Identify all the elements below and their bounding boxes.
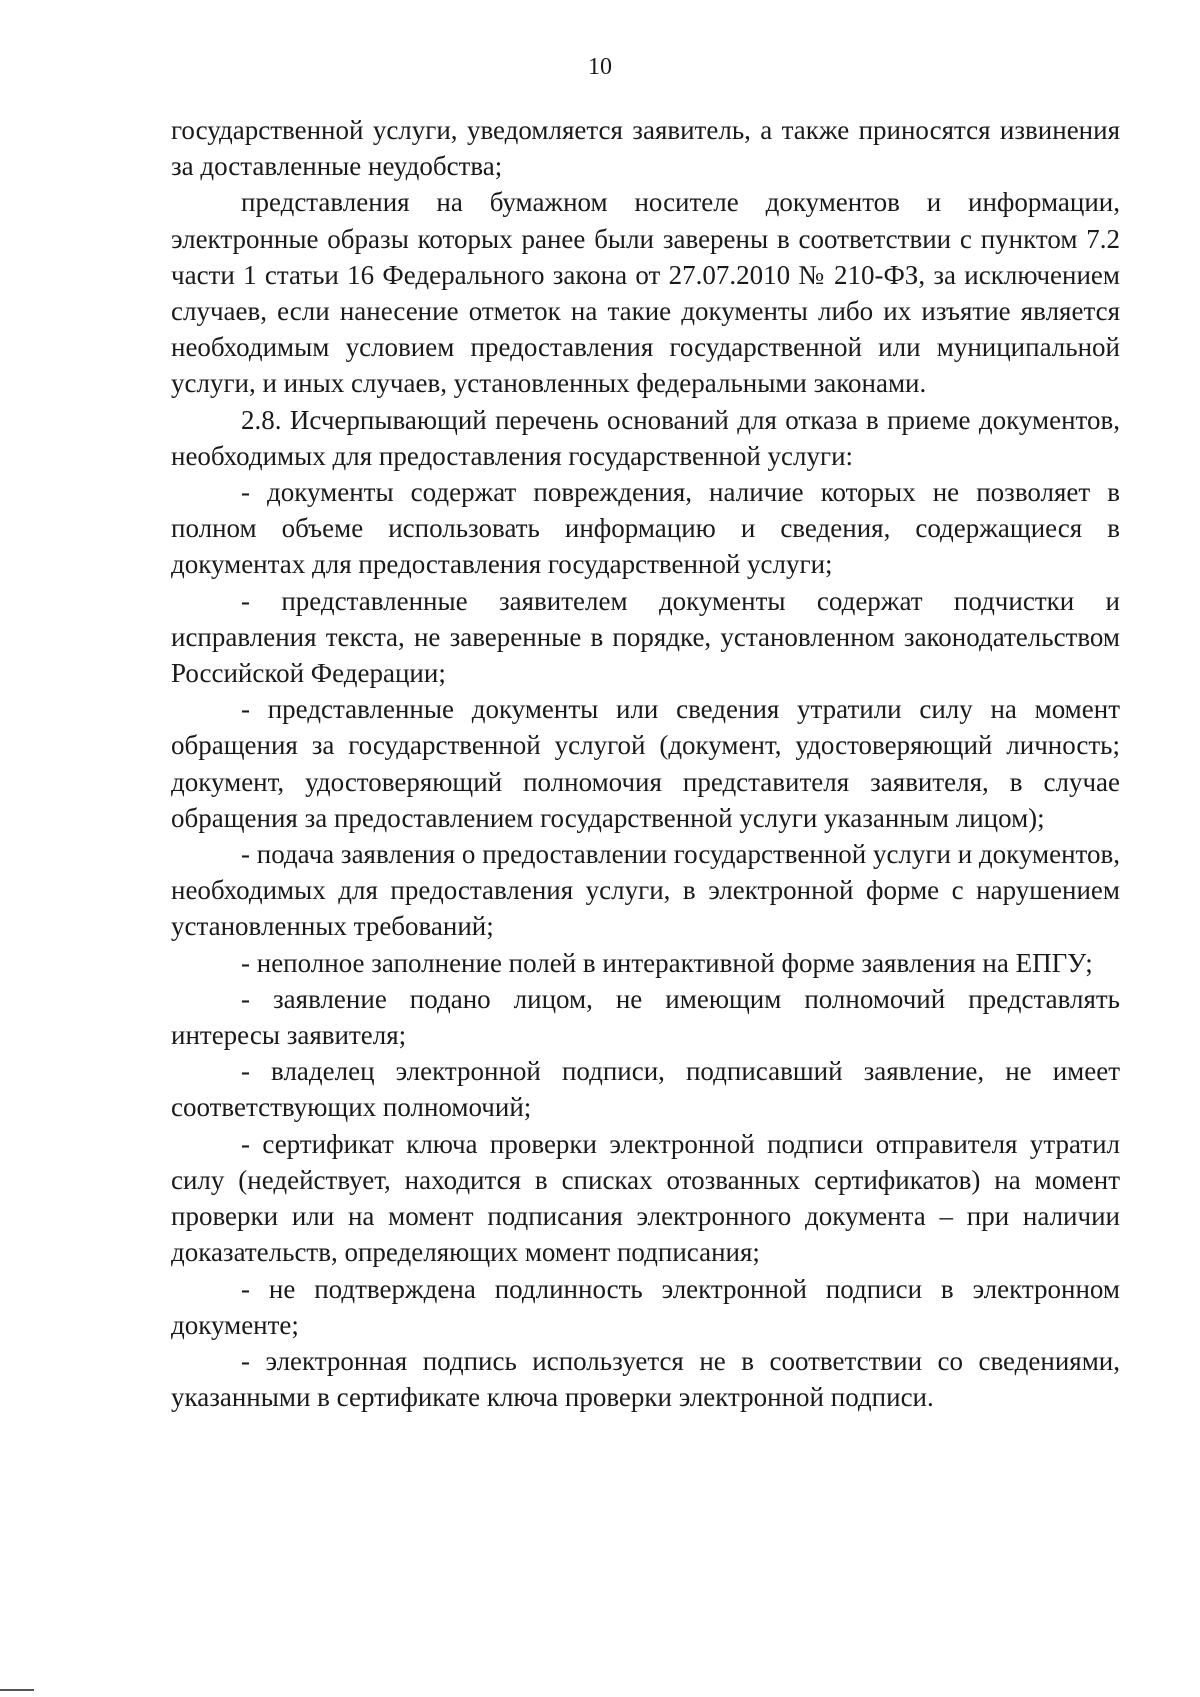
paragraph: представления на бумажном носителе документов и информации, электронные образы которых ранее были заверены в соответствии с пунктом 7.2 части 1 статьи 16 Федерального закона от 27.07.2010 № 210-ФЗ, за исключением случаев, если нанесение отметок на такие документы либо их изъятие является необходимым условием предоставления государственной или муниципальной услуги, и иных случаев, установленных федеральными законами.	[171, 187, 1120, 399]
list-item: - владелец электронной подписи, подписавший заявление, не имеет соответствующих полномочий;	[171, 1056, 1120, 1123]
page-number: 10	[588, 54, 612, 80]
document-body	[171, 112, 1120, 1415]
list-item: - сертификат ключа проверки электронной подписи отправителя утратил силу (недействует, находится в списках отозванных сертификатов) на момент проверки или на момент подписания электронного документа – при наличии доказательств, определяющих момент подписания;	[171, 1128, 1120, 1268]
list-item: - представленные заявителем документы содержат подчистки и исправления текста, не заверенные в порядке, установленном законодательством Российской Федерации;	[171, 585, 1120, 689]
paragraph-continuation: государственной услуги, уведомляется заявитель, а также приносятся извинения за доставленные неудобства;	[171, 115, 1120, 182]
list-item: - заявление подано лицом, не имеющим полномочий представлять интересы заявителя;	[171, 983, 1120, 1051]
list-item: - представленные документы или сведения утратили силу на момент обращения за государственной услугой (документ, удостоверяющий личность; документ, удостоверяющий полномочия представителя заявителя, в случае обращения за предоставлением государственной услуги указанным лицом);	[171, 694, 1120, 833]
list-item: - не подтверждена подлинность электронной подписи в электронном документе;	[171, 1273, 1120, 1340]
scan-edge-mark	[0, 1689, 34, 1691]
list-item: - подача заявления о предоставлении государственной услуги и документов, необходимых для предоставления услуги, в электронной форме с нарушением установленных требований;	[171, 839, 1120, 942]
list-item: - неполное заполнение полей в интерактивной форме заявления на ЕПГУ;	[241, 947, 1093, 978]
section-heading-2-8: 2.8. Исчерпывающий перечень оснований для отказа в приеме документов, необходимых для предоставления государственной услуги:	[171, 404, 1120, 471]
list-item: - электронная подпись используется не в соответствии со сведениями, указанными в сертификате ключа проверки электронной подписи.	[171, 1345, 1120, 1413]
list-item: - документы содержат повреждения, наличие которых не позволяет в полном объеме использовать информацию и сведения, содержащиеся в документах для предоставления государственной услуги;	[171, 477, 1120, 580]
